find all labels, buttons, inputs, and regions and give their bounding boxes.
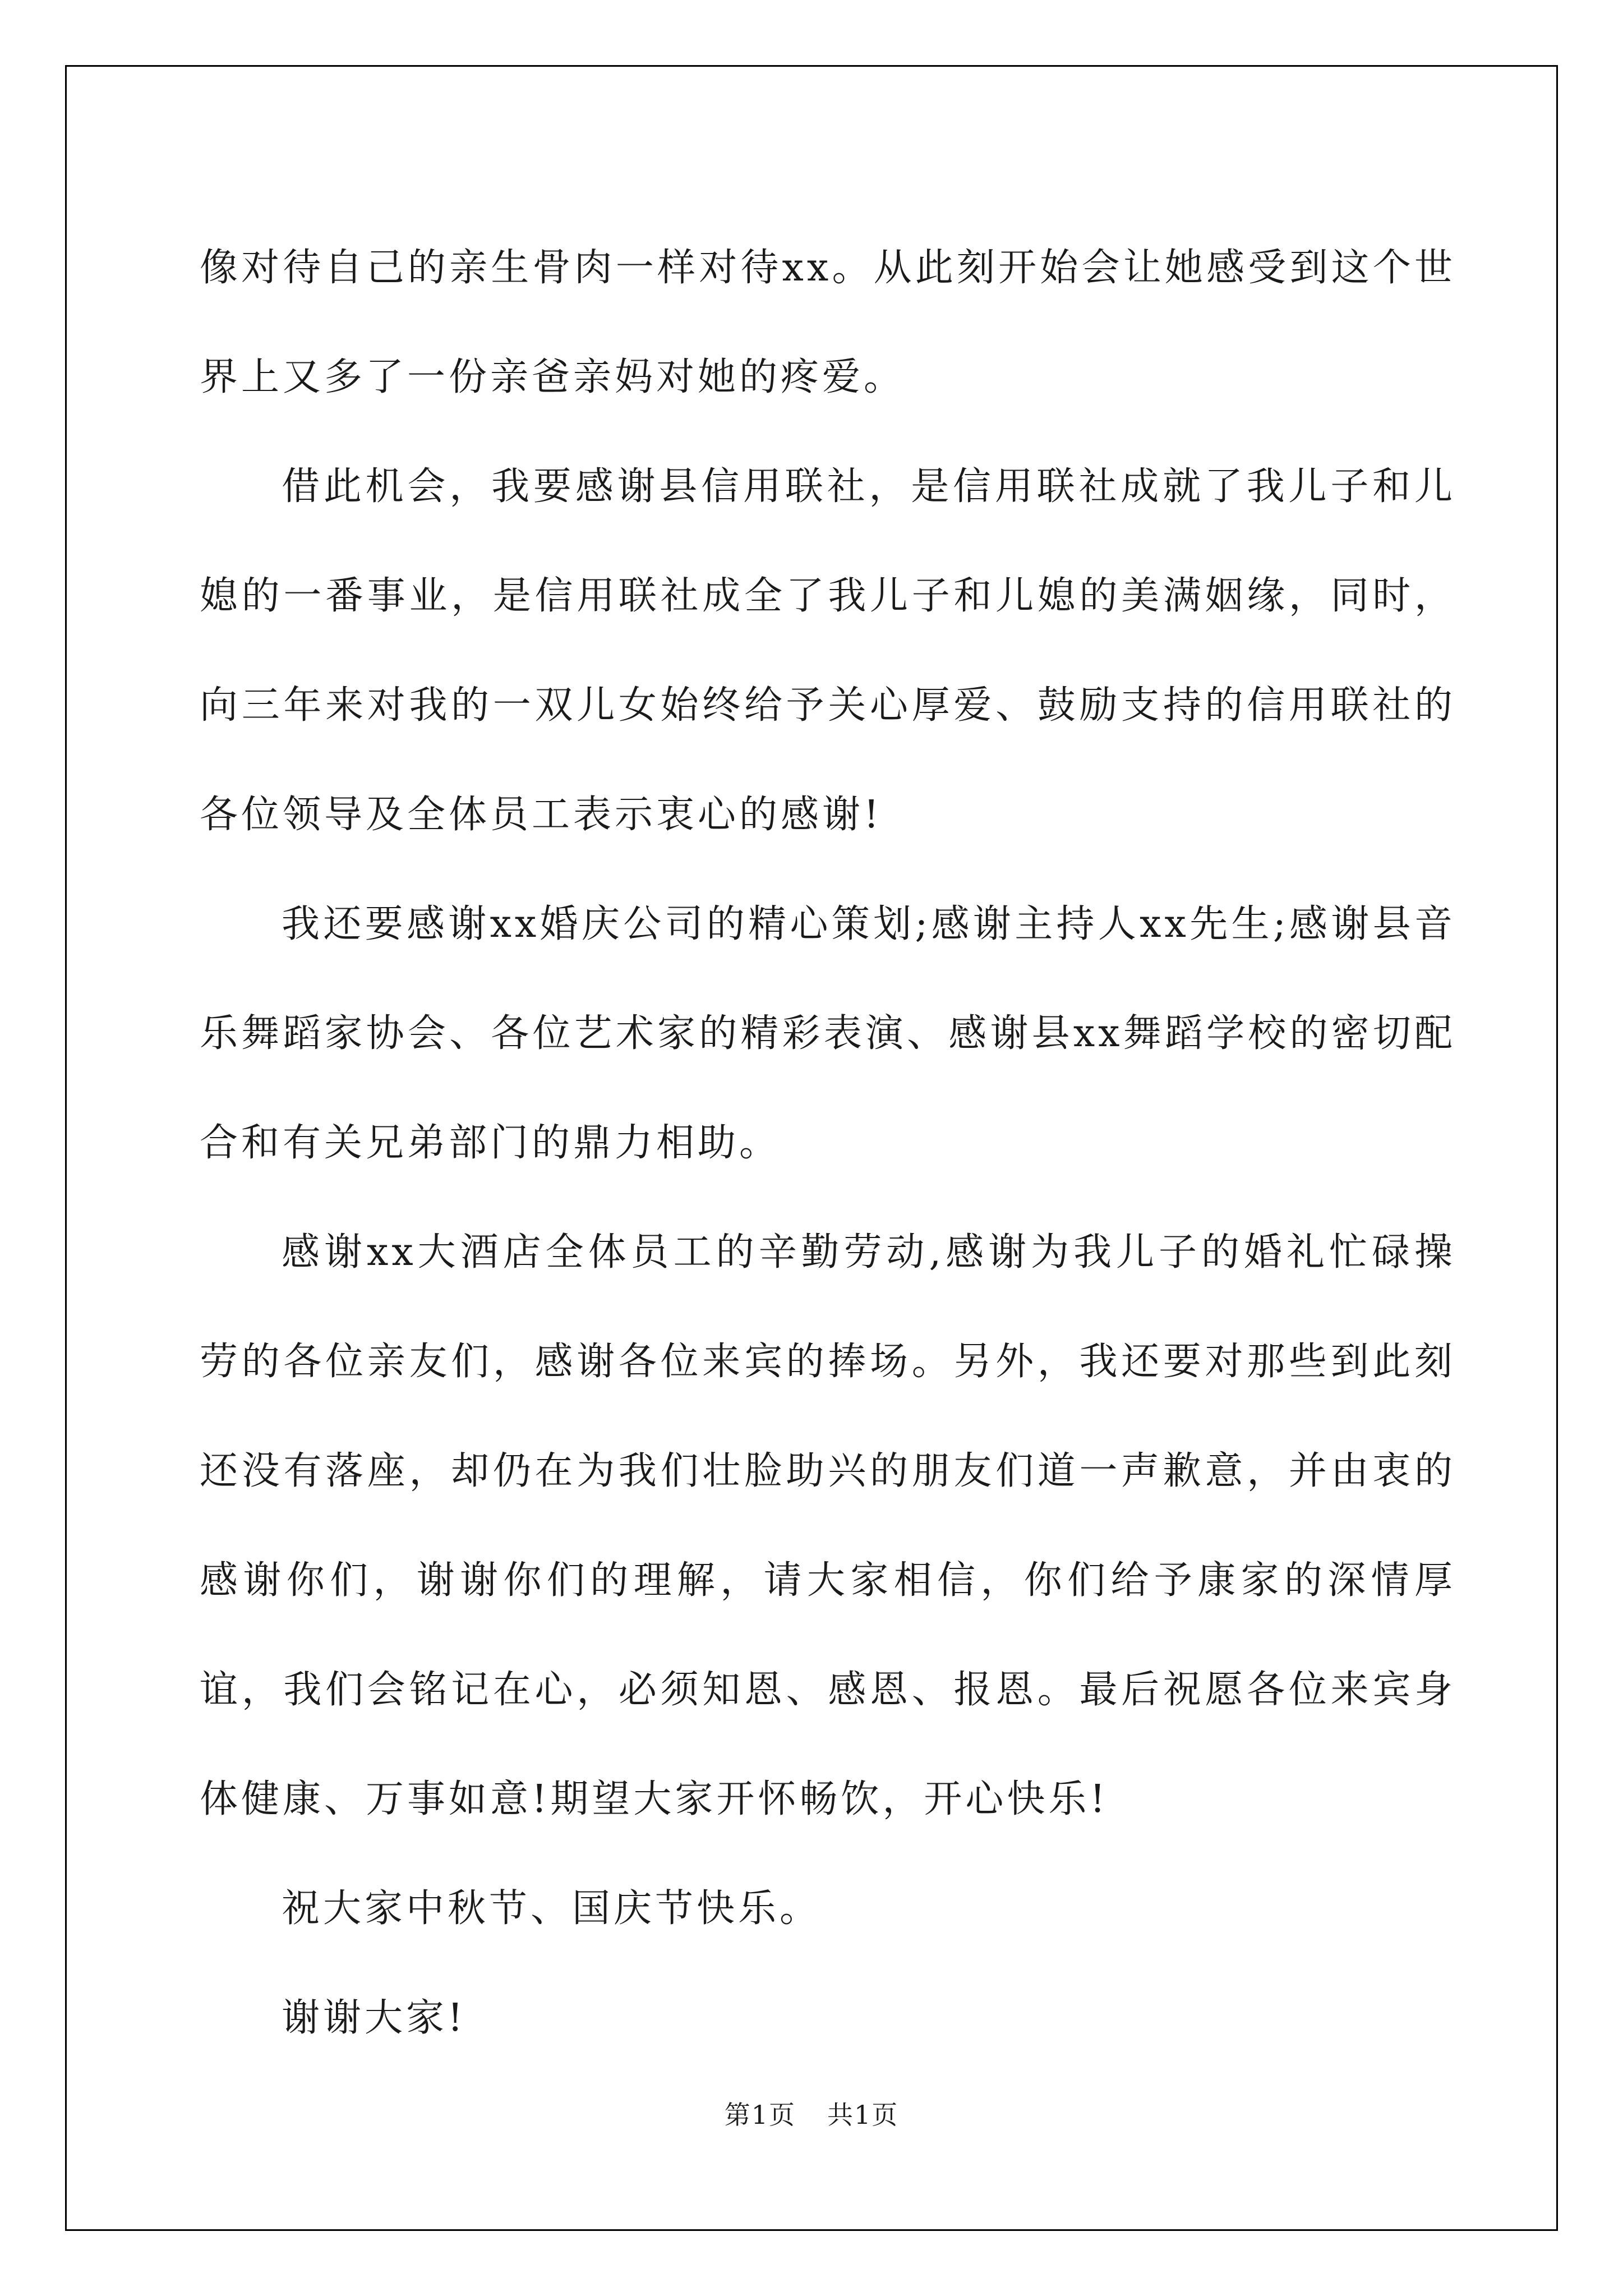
document-body [200, 213, 1456, 2073]
paragraph-6: 谢谢大家! [282, 1996, 467, 2040]
paragraph-1: 像对待自己的亲生骨肉一样对待xx。从此刻开始会让她感受到这个世界上又多了一份亲爸亲妈对她的疼爱。 [200, 246, 1456, 399]
page-number-total: 共1页 [827, 2100, 899, 2130]
paragraph-5: 祝大家中秋节、国庆节快乐。 [282, 1887, 822, 1931]
paragraph-4: 感谢xx大酒店全体员工的辛勤劳动,感谢为我儿子的婚礼忙碌操劳的各位亲友们，感谢各位来宾的捧场。另外，我还要对那些到此刻还没有落座，却仍在为我们壮脸助兴的朋友们道一声歉意，并由衷的感谢你们，谢谢你们的理解，请大家相信，你们给予康家的深情厚谊，我们会铭记在心，必须知恩、感恩、报恩。最后祝愿各位来宾身体健康、万事如意!期望大家开怀畅饮，开心快乐! [200, 1230, 1456, 1821]
paragraph-3: 我还要感谢xx婚庆公司的精心策划;感谢主持人xx先生;感谢县音乐舞蹈家协会、各位艺术家的精彩表演、感谢县xx舞蹈学校的密切配合和有关兄弟部门的鼎力相助。 [200, 902, 1456, 1165]
page-number-current: 第1页 [724, 2100, 796, 2130]
paragraph-2: 借此机会，我要感谢县信用联社，是信用联社成就了我儿子和儿媳的一番事业，是信用联社成全了我儿子和儿媳的美满姻缘，同时，向三年来对我的一双儿女始终给予关心厚爱、鼓励支持的信用联社的各位领导及全体员工表示衷心的感谢! [200, 464, 1456, 837]
page-footer [0, 2098, 1623, 2132]
